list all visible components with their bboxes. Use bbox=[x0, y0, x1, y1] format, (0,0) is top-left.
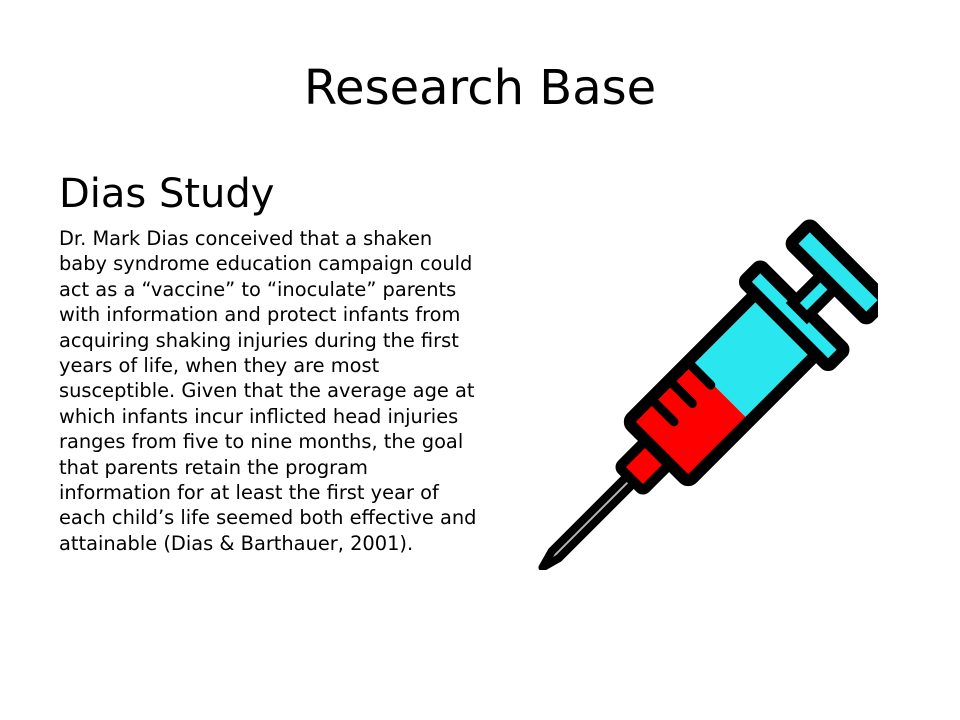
section-heading: Dias Study bbox=[59, 171, 275, 217]
slide-title: Research Base bbox=[303, 60, 657, 116]
syringe-icon bbox=[506, 200, 878, 570]
syringe-illustration bbox=[506, 200, 878, 570]
body-paragraph: Dr. Mark Dias conceived that a shaken baby syndrome education campaign could act as a “vaccine” to “inoculate” parents with information and protect infants from acquiring shaking injuries during the first years of life, when they are most susceptible. Given that the average age at which infants incur inflicted head injuries ranges from five to nine months, the goal that parents retain the program information for at least the first year of each child’s life seemed both effective and attainable (Dias & Barthauer, 2001). bbox=[59, 227, 477, 555]
